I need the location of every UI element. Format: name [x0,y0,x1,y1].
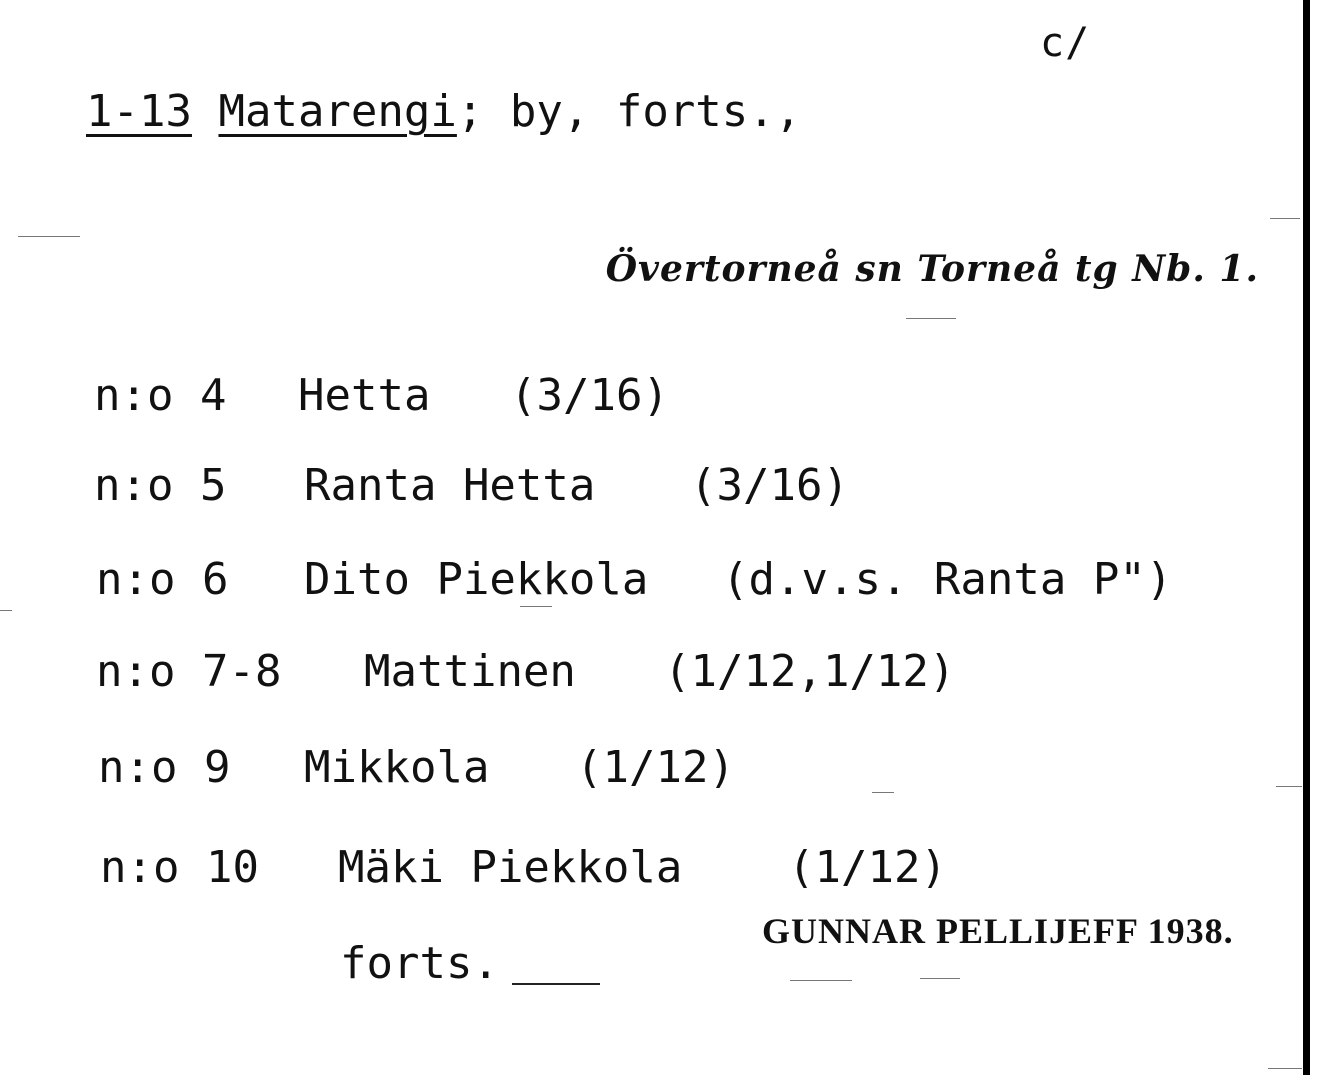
entry-row [98,742,735,793]
entry-share: (3/16) [510,370,669,421]
entry-name: Mattinen [364,646,576,697]
heading-rest: ; by, forts., [456,86,802,137]
entry-number: n:o 10 [100,842,259,893]
entry-name: Ranta Hetta [304,460,596,511]
entry-number: n:o 5 [94,460,227,511]
entry-number: n:o 4 [94,370,227,421]
entry-share: (1/12,1/12) [664,646,956,697]
entry-row [100,842,947,893]
scan-speck [1270,218,1300,219]
entry-name: Dito Piekkola [304,554,649,605]
entry-number: n:o 7-8 [96,646,282,697]
entry-share: (d.v.s. Ranta P") [722,554,1173,605]
heading-range: 1-13 [86,86,192,137]
author-stamp: GUNNAR PELLIJEFF 1938. [762,911,1234,951]
entry-name: Hetta [298,370,431,421]
entry-row [96,554,1172,605]
corner-mark: c/ [1040,20,1091,66]
scan-speck [906,318,956,319]
scan-speck [18,236,80,237]
scan-speck [0,610,12,611]
entry-name: Mäki Piekkola [338,842,683,893]
scan-speck [1276,786,1302,787]
entry-name: Mikkola [304,742,490,793]
entry-share: (1/12) [788,842,947,893]
scan-speck [1268,1068,1302,1069]
scan-speck [790,980,852,981]
scan-speck [520,606,552,607]
continued-note: forts. [340,938,499,989]
entry-row [94,370,669,421]
scan-speck [920,978,960,979]
entry-row [96,646,955,697]
entry-number: n:o 6 [96,554,229,605]
scan-speck [872,792,894,793]
card-heading [86,86,801,137]
entry-share: (3/16) [690,460,849,511]
entry-row [94,460,849,511]
card-edge-line [1303,0,1310,1075]
heading-place: Matarengi [218,86,457,137]
entry-share: (1/12) [576,742,735,793]
district-label: Övertorneå sn Torneå tg Nb. 1. [605,248,1259,290]
entry-number: n:o 9 [98,742,231,793]
continued-rule [512,983,600,985]
